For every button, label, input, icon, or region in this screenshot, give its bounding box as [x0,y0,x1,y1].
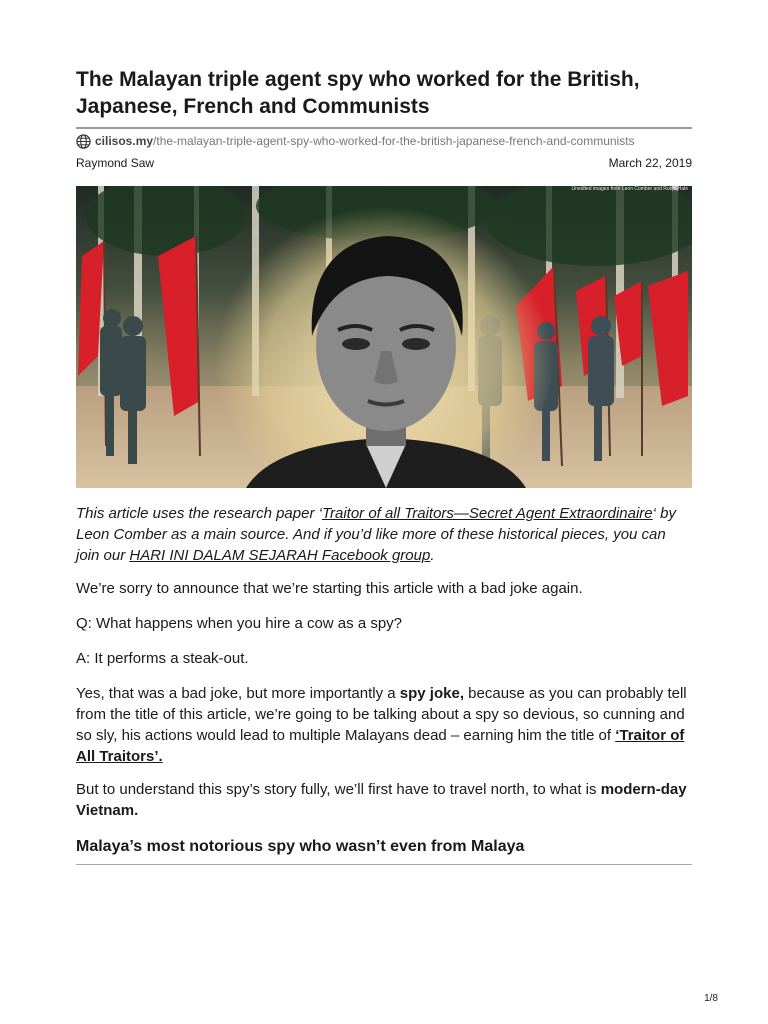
facebook-group-link[interactable]: HARI INI DALAM SEJARAH Facebook group [129,547,431,564]
paragraph-4-text-a: Yes, that was a bad joke, but more importantly a [76,685,400,702]
paragraph-5-text-a: But to understand this spy’s story fully, we’ll first have to travel north, to what is [76,781,601,798]
intro-paragraph [76,503,692,566]
intro-text-3: . [430,547,435,564]
section-heading: Malaya’s most notorious spy who wasn’t even from Malaya [76,838,525,855]
publish-date: March 22, 2019 [608,156,692,170]
article-title: The Malayan triple agent spy who worked for the British, Japanese, French and Communists [76,68,640,118]
author-name: Raymond Saw [76,156,155,170]
paragraph-4-text-c: because as you can probably tell from the title of this article, we’re going to be talking about a spy so devious, so cunning and so sly, his actions would lead to multiple Malayans dead – earning him the title of [76,685,687,744]
research-paper-link[interactable]: Traitor of all Traitors—Secret Agent Extraordinaire [321,505,653,522]
paragraph-4-bold: spy joke, [399,685,464,702]
paragraph-5-bold: modern-day Vietnam. [76,781,687,819]
traitor-title-link[interactable]: ‘Traitor of All Traitors’. [76,727,685,765]
title-divider [76,127,692,129]
source-domain: cilisos.my [95,134,154,148]
page-number: 1/8 [704,993,718,1004]
paragraph-3: A: It performs a steak-out. [76,650,249,667]
paragraph-1: We’re sorry to announce that we’re starting this article with a bad joke again. [76,580,583,597]
intro-text-2: ‘ by Leon Comber as a main source. And if you’d like more of these historical pieces, you can join our [76,505,676,564]
source-path: /the-malayan-triple-agent-spy-who-worked-for-the-british-japanese-french-and-communists [153,134,635,148]
paragraph-5 [76,779,692,821]
source-url[interactable] [76,132,692,150]
image-credit: Unedited images from Leon Comber and Ruhja Hale [571,186,688,192]
intro-text-1: This article uses the research paper ‘ [76,505,322,522]
paragraph-2: Q: What happens when you hire a cow as a spy? [76,615,403,632]
section-divider [76,864,692,865]
paragraph-4 [76,683,692,767]
hero-image [76,186,692,488]
globe-icon [76,134,91,149]
hero-illustration [76,186,692,488]
